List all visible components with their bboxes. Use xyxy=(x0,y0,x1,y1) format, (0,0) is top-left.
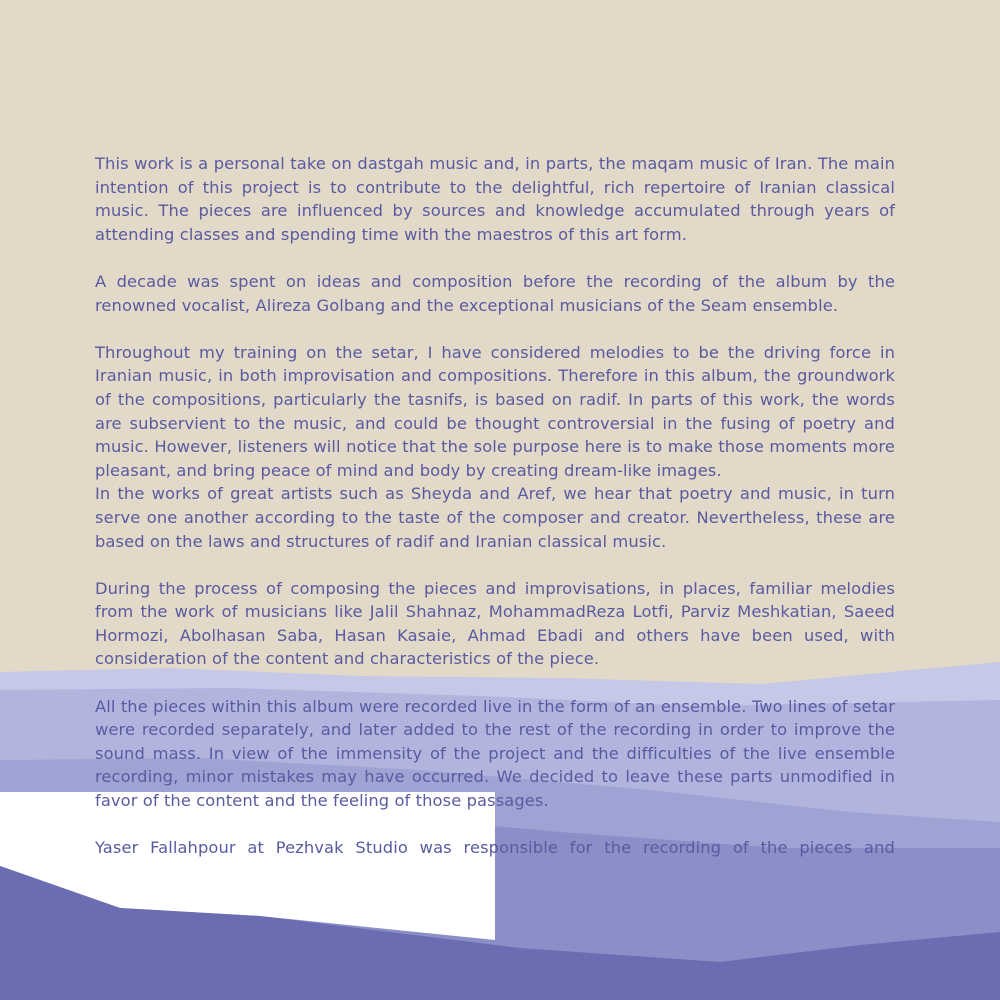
liner-notes-text xyxy=(95,152,895,860)
paragraph-composing-process: During the process of composing the pieces and improvisations, in places, familiar melodies from the work of musicians like Jalil Shahnaz, MohammadReza Lotfi, Parviz Meshkatian, Saeed Hormozi, Abolhasan Saba, Hasan Kasaie, Ahmad Ebadi and others have been used, with consideration of the content and characteristics of the piece. xyxy=(95,578,895,669)
paragraph-studio-credit: Yaser Fallahpour at Pezhvak Studio was responsible for the recording of the pieces and xyxy=(95,838,895,858)
paragraph-setar-training: Throughout my training on the setar, I have considered melodies to be the driving force in Iranian music, in both improvisation and compositions. Therefore in this album, the groundwork of the compositions, particularly the tasnifs, is based on radif. In parts of this work, the words are subservient to the music, and could be thought controversial in the fusing of poetry and music. However, listeners will notice that the sole purpose here is to make those moments more pleasant, and bring peace of mind and body by creating dream-like images. xyxy=(95,342,895,480)
paragraph-decade: A decade was spent on ideas and composition before the recording of the album by the renowned vocalist, Alireza Golbang and the exceptional musicians of the Seam ensemble. xyxy=(95,271,895,315)
paragraph-live-recording: All the pieces within this album were recorded live in the form of an ensemble. Two lines of setar were recorded separately, and later added to the rest of the recording in order to improve the sound mass. In view of the immensity of the project and the difficulties of the live ensemble recording, minor mistakes may have occurred. We decided to leave these parts unmodified in favor of the content and the feeling of those passages. xyxy=(95,696,895,811)
paragraph-great-artists: In the works of great artists such as Sheyda and Aref, we hear that poetry and music, in turn serve one another according to the taste of the composer and creator. Nevertheless, these are based on the laws and structures of radif and Iranian classical music. xyxy=(95,484,895,551)
paragraph-intro: This work is a personal take on dastgah music and, in parts, the maqam music of Iran. The main intention of this project is to contribute to the delightful, rich repertoire of Iranian classical music. The pieces are influenced by sources and knowledge accumulated through years of attending classes and spending time with the maestros of this art form. xyxy=(95,154,895,244)
